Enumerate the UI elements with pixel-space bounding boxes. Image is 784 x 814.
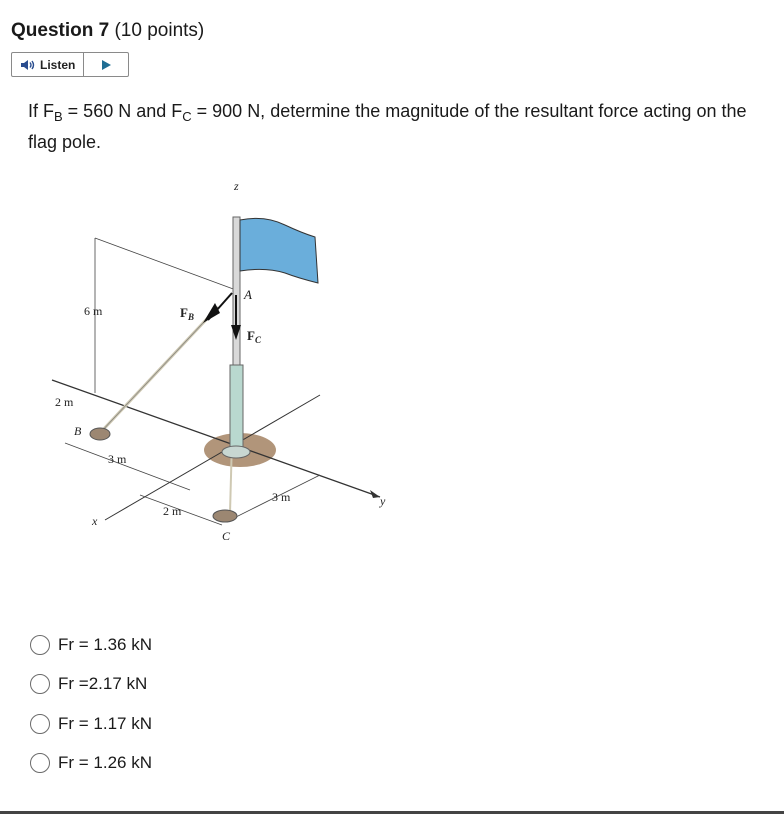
y-axis-arrow — [370, 490, 380, 498]
question-title: Question 7 — [11, 20, 110, 41]
radio-button[interactable] — [30, 674, 50, 694]
force-fb-arrow — [203, 303, 220, 323]
anchor-c — [213, 510, 237, 522]
label-c: C — [222, 529, 231, 543]
label-3m-right: 3 m — [272, 490, 291, 504]
flag — [240, 218, 318, 283]
label-y: y — [380, 494, 386, 508]
answer-option-1[interactable] — [30, 625, 152, 665]
answer-option-label: Fr = 1.17 kN — [58, 713, 153, 733]
label-b: B — [74, 424, 82, 438]
question-text — [28, 96, 758, 158]
label-2m-bottom: 2 m — [163, 504, 182, 518]
pole-upper — [233, 217, 240, 367]
pole-lower — [230, 365, 243, 450]
question-points: (10 points) — [114, 20, 205, 41]
anchor-b — [90, 428, 110, 440]
prompt-part-3: = 900 N, determine the magnitude of the resultant force acting on the flag pole. — [28, 101, 747, 152]
label-fc: $F_C$ — [247, 328, 261, 345]
answer-options — [30, 625, 152, 783]
back-line — [95, 238, 236, 290]
label-2m-left: 2 m — [55, 395, 74, 409]
prompt-sub-b: B — [54, 109, 63, 124]
prompt-sub-c: C — [182, 109, 192, 124]
question-header — [11, 20, 204, 42]
answer-option-3[interactable] — [30, 704, 152, 744]
label-6m: 6 m — [84, 304, 103, 318]
answer-option-label: Fr =2.17 kN — [58, 674, 148, 694]
label-a: A — [244, 287, 252, 302]
label-z: z — [234, 179, 239, 193]
answer-option-4[interactable] — [30, 744, 152, 784]
radio-button[interactable] — [30, 635, 50, 655]
play-icon — [100, 59, 112, 71]
prompt-part-2: = 560 N and F — [62, 101, 183, 121]
dim-3m-left-line — [65, 443, 190, 490]
answer-option-label: Fr = 1.26 kN — [58, 753, 153, 773]
label-fb: $F_B$ — [180, 305, 194, 322]
flag-pole-figure — [40, 175, 420, 580]
figure-svg — [40, 175, 420, 575]
play-button[interactable] — [84, 53, 128, 76]
listen-widget — [11, 52, 129, 77]
speaker-icon — [20, 59, 36, 71]
listen-label: Listen — [40, 57, 76, 72]
label-x: x — [92, 514, 98, 528]
answer-option-2[interactable] — [30, 665, 152, 705]
label-3m-left: 3 m — [108, 452, 127, 466]
radio-button[interactable] — [30, 714, 50, 734]
answer-option-label: Fr = 1.36 kN — [58, 634, 153, 654]
prompt-part-1: If F — [28, 101, 54, 121]
cable-b-outline — [100, 307, 218, 433]
listen-button[interactable] — [12, 53, 84, 76]
force-fb-line — [208, 293, 232, 320]
pole-base — [222, 446, 250, 458]
radio-button[interactable] — [30, 753, 50, 773]
